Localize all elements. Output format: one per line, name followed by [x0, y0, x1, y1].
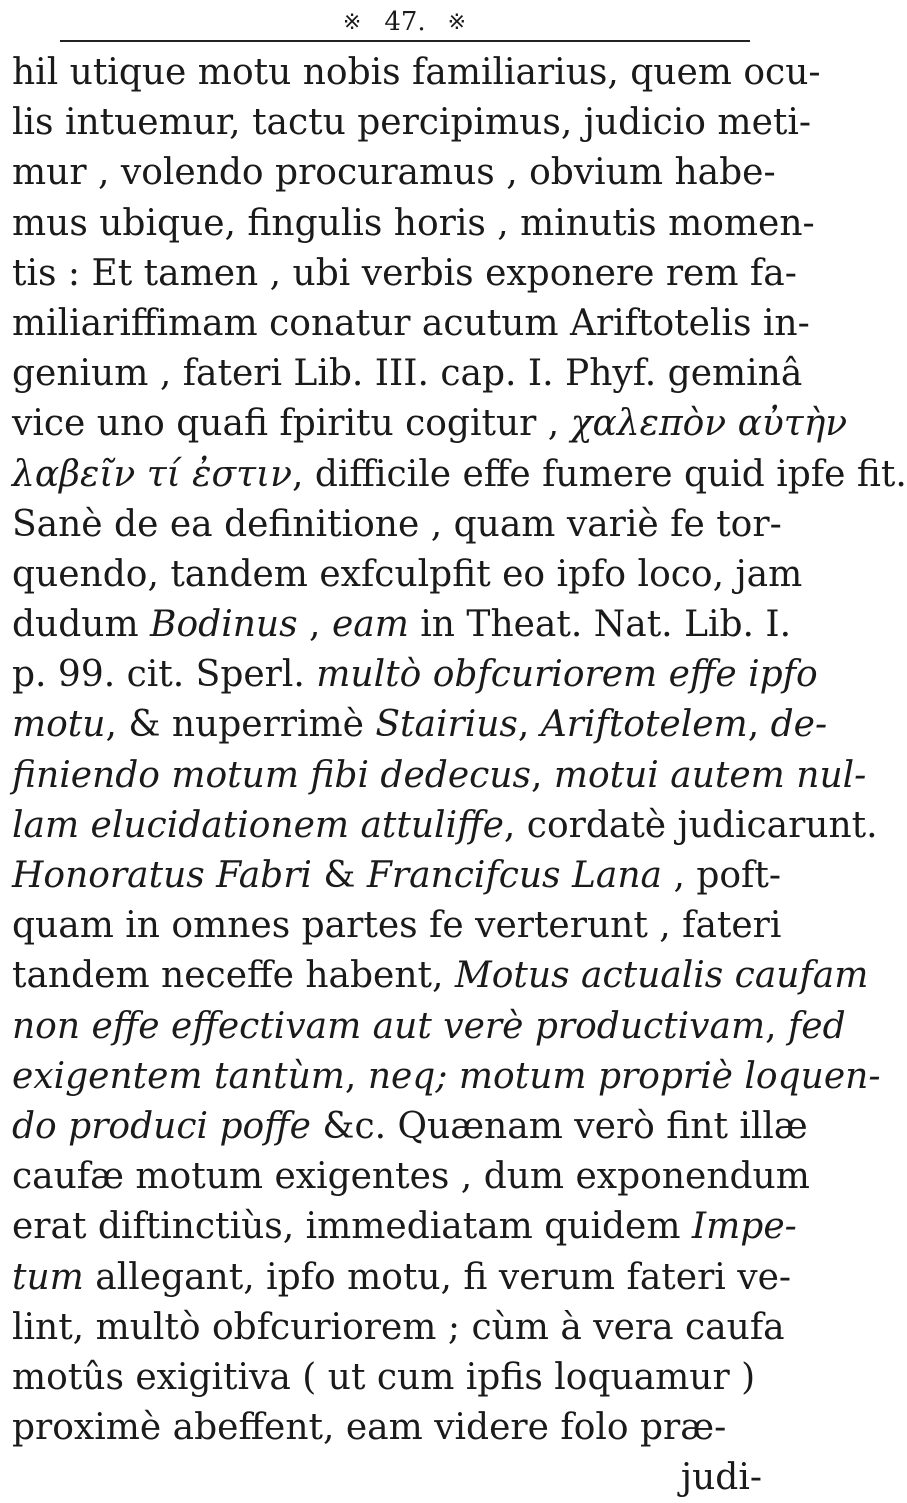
text-line	[12, 98, 812, 148]
text-segment: Stairius	[375, 704, 518, 746]
text-segment: erat diftinctiùs, immediatam quidem	[12, 1206, 692, 1248]
text-line	[12, 851, 792, 901]
text-segment: miliariffimam conatur acutum Ariftotelis in-	[12, 302, 810, 344]
text-segment: ,	[344, 1055, 368, 1097]
text-segment: proximè abeffent, eam videre folo præ-	[12, 1407, 727, 1449]
text-line	[12, 1152, 810, 1202]
text-segment: Ariftotelem	[540, 704, 748, 746]
text-segment: quam in omnes partes fe verterunt , fateri	[12, 905, 782, 947]
text-segment: ,	[530, 754, 554, 796]
text-segment: Sanè de ea definitione , quam variè fe tor-	[12, 503, 782, 545]
text-segment: &	[311, 855, 367, 896]
text-line	[12, 751, 867, 801]
text-line	[12, 901, 792, 951]
text-segment: ,	[747, 704, 771, 746]
text-line	[12, 500, 792, 550]
text-segment: motui autem nul-	[553, 754, 867, 796]
text-segment: multò obfcuriorem effe ipfo	[316, 654, 818, 696]
text-line	[12, 199, 815, 249]
text-line	[12, 148, 792, 198]
text-segment: finiendo motum fibi dedecus	[12, 754, 531, 796]
text-line	[12, 1102, 808, 1152]
text-line	[12, 48, 821, 98]
text-segment: exigentem tantùm	[12, 1055, 345, 1097]
text-line	[12, 1202, 797, 1252]
body-text	[12, 48, 907, 1503]
text-line	[12, 951, 869, 1001]
text-segment: , difficile effe fumere quid ipfe fit.	[291, 453, 907, 495]
page-header	[60, 4, 750, 42]
text-segment: , cordatè judicarunt.	[503, 804, 878, 846]
text-line	[12, 1052, 881, 1102]
text-segment: motûs exigitiva ( ut cum ipfis loquamur )	[12, 1356, 756, 1398]
text-line	[12, 1303, 792, 1353]
text-line	[12, 1002, 846, 1052]
text-segment: lint, multò obfcuriorem ; cùm à vera caufa	[12, 1306, 785, 1348]
text-segment: , poft-	[662, 855, 782, 896]
page-number: 47.	[384, 7, 426, 37]
text-segment: de-	[770, 704, 828, 746]
text-line	[12, 1403, 792, 1453]
text-segment: allegant, ipfo motu, fi verum fateri ve-	[83, 1256, 792, 1298]
text-segment: Motus actualis caufam	[454, 955, 869, 997]
text-line	[12, 399, 848, 449]
text-segment: caufæ motum exigentes , dum exponendum	[12, 1156, 810, 1198]
text-segment: lam elucidationem attuliffe	[12, 804, 504, 846]
text-segment: eam	[331, 604, 409, 646]
text-line	[12, 600, 792, 650]
text-segment: in Theat. Nat. Lib. I.	[408, 604, 792, 646]
text-segment: Francifcus Lana	[366, 855, 662, 896]
text-segment: tandem neceffe habent,	[12, 955, 455, 997]
text-line	[12, 299, 810, 349]
text-segment: &c. Quænam verò fint illæ	[310, 1105, 808, 1147]
text-segment: ,	[517, 704, 541, 746]
text-segment: fed	[787, 1005, 846, 1047]
text-segment: non effe effectivam aut verè productivam	[12, 1005, 766, 1047]
text-segment: Bodinus	[150, 604, 298, 646]
header-ornament-left: ※	[342, 9, 363, 35]
text-segment: tis : Et tamen , ubi verbis exponere rem fa-	[12, 252, 797, 294]
text-segment: Impe-	[691, 1206, 797, 1248]
text-line	[12, 700, 828, 750]
text-segment: hil utique motu nobis familiarius, quem ocu-	[12, 52, 821, 93]
text-segment: genium , fateri Lib. III. cap. I. Phyf. geminâ	[12, 353, 803, 395]
text-line	[12, 249, 797, 299]
header-ornament-right: ※	[447, 9, 468, 35]
text-line	[12, 650, 818, 700]
text-segment: dudum	[12, 604, 151, 646]
text-segment: vice uno quafi fpiritu cogitur ,	[12, 403, 571, 445]
text-segment: do produci poffe	[12, 1105, 311, 1147]
text-line	[12, 1253, 792, 1303]
text-segment: p. 99. cit. Sperl.	[12, 654, 317, 696]
text-segment: neq; motum propriè loquen-	[367, 1055, 881, 1097]
text-line	[12, 550, 803, 600]
text-line	[12, 349, 803, 399]
text-segment: Honoratus Fabri	[12, 855, 312, 896]
text-segment: ,	[765, 1005, 788, 1047]
catchword: judi-	[680, 1457, 762, 1499]
text-segment: quendo, tandem exfculpfit eo ipfo loco, jam	[12, 553, 803, 595]
text-segment: motu	[12, 704, 106, 746]
text-segment: , & nuperrimè	[105, 704, 376, 746]
text-line	[12, 801, 878, 851]
text-segment: χαλεπὸν αὐτὴν	[570, 403, 848, 445]
text-segment: mur , volendo procuramus , obvium habe-	[12, 152, 776, 194]
text-line	[12, 450, 907, 500]
text-segment: ,	[297, 604, 332, 646]
text-segment: mus ubique, fingulis horis , minutis momen-	[12, 202, 815, 244]
text-line	[12, 1353, 792, 1403]
text-segment: lis intuemur, tactu percipimus, judicio meti-	[12, 102, 812, 144]
text-segment: tum	[12, 1256, 84, 1298]
text-segment: λαβεῖν τί ἐστιν	[12, 453, 292, 495]
